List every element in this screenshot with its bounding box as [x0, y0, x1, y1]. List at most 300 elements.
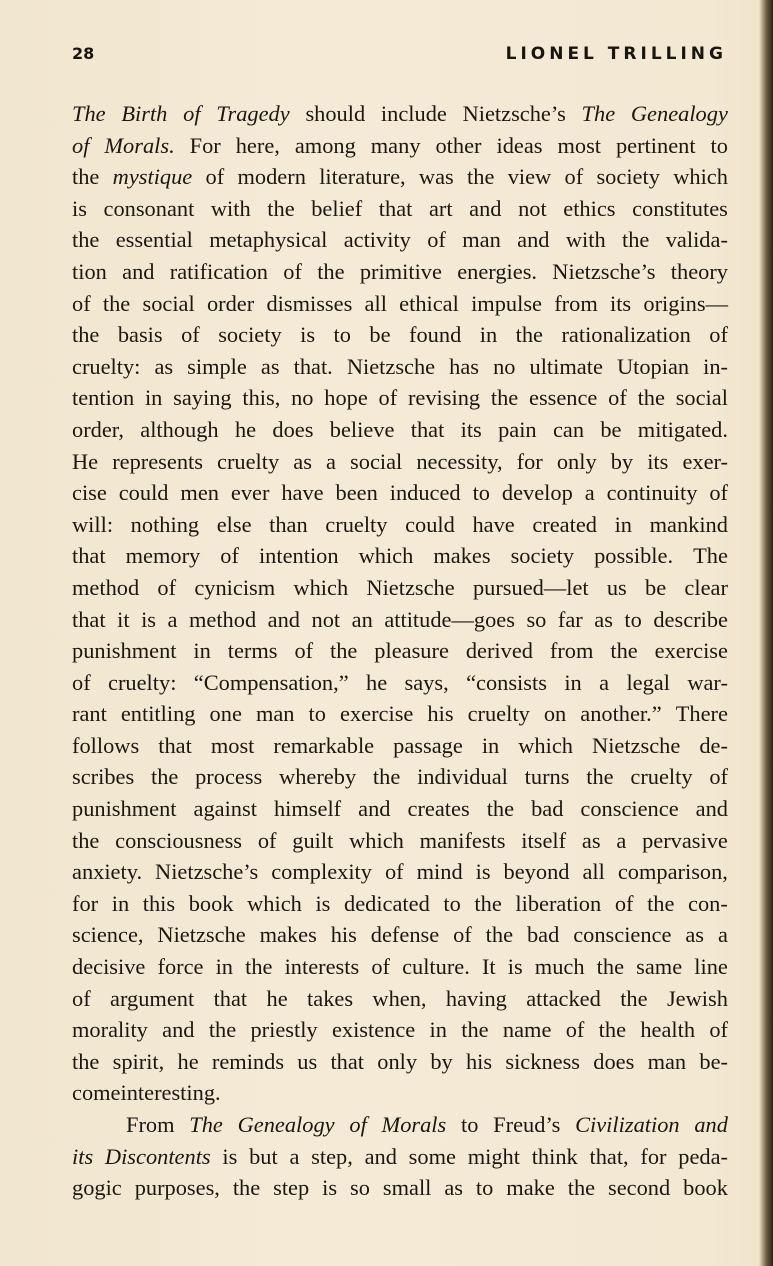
word: exercise	[654, 638, 728, 664]
word: the	[461, 1017, 489, 1043]
word: the	[596, 954, 625, 980]
word: far	[557, 606, 583, 632]
word: origins—	[643, 290, 728, 316]
word: the	[245, 954, 273, 980]
word: Freud’s	[493, 1112, 561, 1137]
word: book	[683, 1175, 728, 1201]
word: come	[72, 1080, 121, 1106]
word: society	[510, 543, 575, 569]
word: the	[622, 227, 650, 253]
word: punishment	[72, 796, 177, 822]
text-line	[72, 193, 728, 225]
word: some	[408, 1143, 456, 1169]
word: and	[364, 1143, 397, 1169]
word: He	[72, 448, 99, 474]
word: theory	[670, 258, 728, 284]
text-line	[72, 351, 728, 383]
word: method	[188, 606, 257, 632]
word: have	[472, 511, 515, 537]
word: to	[333, 322, 351, 348]
word: which	[349, 827, 404, 853]
word: of	[565, 1017, 585, 1043]
text-line	[72, 509, 728, 541]
word: cynicism	[194, 574, 276, 600]
word: to	[308, 701, 326, 727]
word: the	[647, 890, 675, 916]
word: for	[640, 1143, 667, 1169]
word: that	[72, 606, 106, 632]
word: peda-	[678, 1143, 728, 1169]
word: of	[709, 480, 728, 506]
word: that	[378, 195, 413, 221]
word: can	[552, 416, 585, 442]
word: cise	[72, 480, 107, 506]
word: constitutes	[632, 195, 728, 221]
word: us	[297, 1048, 318, 1074]
word: the	[610, 638, 638, 664]
word: most	[557, 132, 601, 158]
word: order,	[72, 416, 124, 442]
text-line	[72, 477, 728, 509]
page-edge-shadow	[759, 0, 773, 1266]
word: makes	[433, 543, 491, 569]
word: pursued—let	[472, 574, 589, 600]
word: possible.	[594, 543, 674, 569]
word: culture.	[402, 954, 470, 980]
word: second	[608, 1175, 671, 1201]
word: a	[289, 1143, 300, 1169]
word: Tragedy	[216, 101, 290, 126]
word: of	[614, 890, 634, 916]
word: but	[249, 1143, 278, 1169]
word: in	[193, 638, 211, 664]
word: all	[364, 290, 387, 316]
word: and	[517, 227, 550, 253]
word: from	[554, 290, 598, 316]
word: else	[216, 511, 252, 537]
word: liberation	[515, 890, 602, 916]
word: include	[380, 101, 447, 126]
word: cruelty	[630, 764, 693, 790]
word: and	[122, 258, 155, 284]
word: modern	[237, 164, 306, 190]
word: manifests	[419, 827, 506, 853]
word: the	[72, 322, 100, 348]
word: anxiety.	[72, 859, 143, 885]
word: takes	[307, 985, 354, 1011]
word: view	[507, 164, 552, 190]
word: mankind	[649, 511, 728, 537]
text-line	[72, 635, 728, 667]
word: revising	[407, 385, 481, 411]
word: its	[72, 1143, 94, 1169]
word: is	[222, 1143, 238, 1169]
word: gogic	[72, 1175, 122, 1201]
word: as	[293, 448, 312, 474]
word: when,	[372, 985, 427, 1011]
word: ethical	[399, 290, 459, 316]
word: on	[543, 701, 567, 727]
word: society	[218, 322, 282, 348]
word: morality	[72, 1017, 148, 1043]
word: that	[410, 416, 445, 442]
word: of	[378, 385, 398, 411]
word: the	[72, 827, 100, 853]
word: cruelty:	[72, 353, 141, 379]
word: of	[205, 164, 225, 190]
word: rationalization	[561, 322, 691, 348]
word: exer-	[682, 448, 728, 474]
word: an	[351, 606, 373, 632]
word: line	[694, 954, 728, 980]
text-line	[72, 1109, 728, 1141]
word: not	[518, 195, 547, 221]
word: for	[516, 448, 543, 474]
word: bad	[526, 922, 560, 948]
word: activity	[343, 227, 411, 253]
word: attitude—goes	[384, 606, 515, 632]
word: pervasive	[642, 827, 728, 853]
word: ever	[230, 480, 270, 506]
word: the	[267, 195, 295, 221]
word: and	[162, 1017, 195, 1043]
text-line	[72, 1014, 728, 1046]
word: purposes,	[134, 1175, 220, 1201]
word: cruelty	[467, 701, 530, 727]
word: whereby	[279, 764, 357, 790]
word: the	[467, 164, 495, 190]
word: the	[567, 1175, 596, 1201]
word: the	[330, 638, 358, 664]
word: will:	[72, 511, 114, 537]
word: It	[481, 954, 496, 980]
word: all	[582, 859, 605, 885]
word: develop	[501, 480, 573, 506]
word: Nietzsche	[346, 353, 436, 379]
word: to	[461, 1112, 479, 1137]
word: cruelty:	[108, 669, 177, 695]
word: step	[273, 1175, 310, 1201]
word: much	[534, 954, 585, 980]
word: energies.	[457, 258, 538, 284]
word: small	[382, 1175, 432, 1201]
word: necessity,	[416, 448, 503, 474]
word: priestly	[250, 1017, 318, 1043]
word: The	[693, 543, 728, 569]
word: order	[206, 290, 255, 316]
text-line	[72, 319, 728, 351]
word: society	[596, 164, 660, 190]
text-line	[72, 698, 728, 730]
word: and	[695, 796, 728, 822]
word: be	[369, 322, 391, 348]
word: man	[647, 1048, 687, 1074]
word: with	[565, 227, 606, 253]
text-line	[72, 793, 728, 825]
text-line	[72, 761, 728, 793]
word: memory	[125, 543, 201, 569]
word: could	[118, 480, 169, 506]
word: and	[267, 606, 301, 632]
word: does	[272, 416, 314, 442]
word: as	[260, 353, 280, 379]
paragraph-2	[72, 1109, 728, 1204]
word: by	[430, 1048, 453, 1074]
word: in	[111, 890, 130, 916]
text-line	[72, 161, 728, 193]
word: which	[673, 164, 728, 190]
word: he	[234, 416, 257, 442]
word: be	[645, 574, 667, 600]
running-head-author: LIONEL TRILLING	[505, 44, 727, 64]
word: this	[142, 890, 176, 916]
word: For	[189, 132, 221, 158]
text-line	[72, 730, 728, 762]
word: consciousness	[115, 827, 243, 853]
word: ultimate	[529, 353, 603, 379]
word: of	[157, 574, 177, 600]
word: only	[556, 448, 597, 474]
word: interesting.	[120, 1080, 221, 1106]
word: a	[584, 480, 595, 506]
word: one	[209, 701, 242, 727]
word: have	[281, 480, 324, 506]
word: Civilization	[575, 1112, 680, 1137]
word: other	[435, 132, 482, 158]
word: spirit,	[112, 1048, 165, 1074]
word: comparison,	[617, 859, 728, 885]
word: cruelty	[217, 448, 280, 474]
word: of	[709, 764, 728, 790]
word: of	[283, 258, 302, 284]
word: tention	[72, 385, 135, 411]
word: created	[532, 511, 597, 537]
word: the	[232, 1175, 261, 1201]
word: “Compensation,”	[193, 669, 349, 695]
word: be-	[699, 1048, 728, 1074]
word: legal	[626, 669, 670, 695]
word: literature,	[319, 164, 406, 190]
word: be	[600, 416, 622, 442]
word: to	[472, 480, 490, 506]
word: Nietzsche	[592, 732, 681, 758]
word: The	[581, 101, 616, 126]
word: force	[157, 954, 204, 980]
word: of	[349, 1112, 367, 1137]
word: guilt	[292, 827, 334, 853]
word: says,	[404, 669, 449, 695]
word: as	[581, 827, 601, 853]
text-line	[72, 1141, 728, 1173]
word: From	[126, 1112, 175, 1137]
word: in	[479, 322, 498, 348]
word: that.	[293, 353, 333, 379]
word: dismisses	[266, 290, 353, 316]
word: the	[486, 796, 515, 822]
word: impulse	[471, 290, 542, 316]
paragraph-1	[72, 98, 728, 1109]
word: the	[372, 764, 401, 790]
word: in-	[703, 353, 728, 379]
word: could	[405, 511, 455, 537]
word: as	[154, 353, 174, 379]
word: the	[515, 322, 543, 348]
word: make	[506, 1175, 555, 1201]
word: essence	[529, 385, 598, 411]
word: man	[462, 227, 501, 253]
word: science,	[72, 922, 144, 948]
word: of	[72, 132, 90, 158]
text-line	[72, 414, 728, 446]
word: Morals.	[104, 132, 175, 158]
word: follows	[72, 732, 140, 758]
word: he	[366, 669, 388, 695]
word: sickness	[505, 1048, 581, 1074]
word: creates	[407, 796, 470, 822]
word: ethics	[563, 195, 616, 221]
word: is	[322, 1175, 338, 1201]
word: of	[709, 1017, 728, 1043]
word: basis	[117, 322, 163, 348]
word: which	[247, 890, 302, 916]
word: us	[606, 574, 627, 600]
text-line	[72, 382, 728, 414]
word: here,	[235, 132, 280, 158]
word: the	[150, 764, 179, 790]
word: which	[518, 732, 573, 758]
text-line	[72, 951, 728, 983]
word: cruelty	[325, 511, 388, 537]
word: represents	[112, 448, 203, 474]
word: among	[294, 132, 356, 158]
word: Nietzsche	[366, 574, 455, 600]
word: so	[526, 606, 547, 632]
word: does	[593, 1048, 635, 1074]
word: describe	[653, 606, 728, 632]
word: men	[180, 480, 219, 506]
word: the	[637, 385, 665, 411]
text-line	[72, 288, 728, 320]
word: is	[507, 954, 523, 980]
word: Nietzsche’s	[155, 859, 259, 885]
word: scribes	[72, 764, 135, 790]
page-number: 28	[72, 44, 95, 63]
word: from	[549, 638, 594, 664]
word: pain	[498, 416, 537, 442]
word: step,	[311, 1143, 353, 1169]
word: decisive	[72, 954, 146, 980]
word: Birth	[121, 101, 168, 126]
word: a	[599, 669, 610, 695]
word: tion	[72, 258, 107, 284]
word: de-	[699, 732, 728, 758]
word: the	[72, 1048, 100, 1074]
word: the	[474, 890, 502, 916]
word: although	[140, 416, 219, 442]
word: Discontents	[104, 1143, 211, 1169]
word: mind	[416, 859, 463, 885]
word: saying	[173, 385, 232, 411]
word: so	[350, 1175, 370, 1201]
word: believe	[329, 416, 395, 442]
word: of	[257, 827, 277, 853]
word: of	[453, 922, 472, 948]
word: that,	[589, 1143, 629, 1169]
word: he	[177, 1048, 199, 1074]
word: as	[685, 922, 705, 948]
word: no	[493, 353, 516, 379]
word: that	[72, 543, 106, 569]
word: in	[215, 954, 233, 980]
word: essential	[115, 227, 193, 253]
word: “consists	[466, 669, 547, 695]
word: process	[195, 764, 263, 790]
text-line	[72, 256, 728, 288]
word: of	[709, 322, 728, 348]
word: to	[624, 606, 642, 632]
word: metaphysical	[209, 227, 328, 253]
word: Nietzsche’s	[462, 101, 566, 126]
word: himself	[273, 796, 342, 822]
word: and	[469, 195, 502, 221]
word: beyond	[503, 859, 570, 885]
word: war-	[687, 669, 728, 695]
word: this,	[242, 385, 281, 411]
text-line	[72, 919, 728, 951]
word: as	[594, 606, 613, 632]
running-head	[72, 44, 727, 74]
word: the	[485, 922, 514, 948]
word: method	[72, 574, 140, 600]
word: same	[636, 954, 683, 980]
word: which	[293, 574, 349, 600]
word: against	[193, 796, 257, 822]
word: than	[269, 511, 308, 537]
word: social	[142, 290, 195, 316]
word: induced	[389, 480, 461, 506]
word: has	[449, 353, 480, 379]
word: valida-	[665, 227, 728, 253]
word: another.”	[580, 701, 662, 727]
word: Genealogy	[237, 1112, 335, 1137]
word: the	[72, 227, 100, 253]
word: and	[694, 1112, 728, 1137]
word: most	[210, 732, 255, 758]
word: his	[465, 1048, 493, 1074]
body-text	[72, 98, 728, 1204]
word: dedicated	[344, 890, 430, 916]
word: interests	[284, 954, 360, 980]
word: exercise	[340, 701, 414, 727]
word: mitigated.	[637, 416, 728, 442]
text-line	[72, 667, 728, 699]
word: terms	[227, 638, 278, 664]
word: its	[609, 290, 632, 316]
word: is	[141, 606, 156, 632]
word: primitive	[359, 258, 442, 284]
word: in	[614, 511, 632, 537]
text-line	[72, 446, 728, 478]
word: health	[640, 1017, 696, 1043]
word: The	[72, 101, 106, 126]
word: hope	[324, 385, 368, 411]
word: mystique	[112, 164, 193, 190]
word: remarkable	[273, 732, 375, 758]
word: for	[72, 890, 99, 916]
word: found	[409, 322, 462, 348]
word: a	[616, 827, 627, 853]
word: as	[444, 1175, 463, 1201]
